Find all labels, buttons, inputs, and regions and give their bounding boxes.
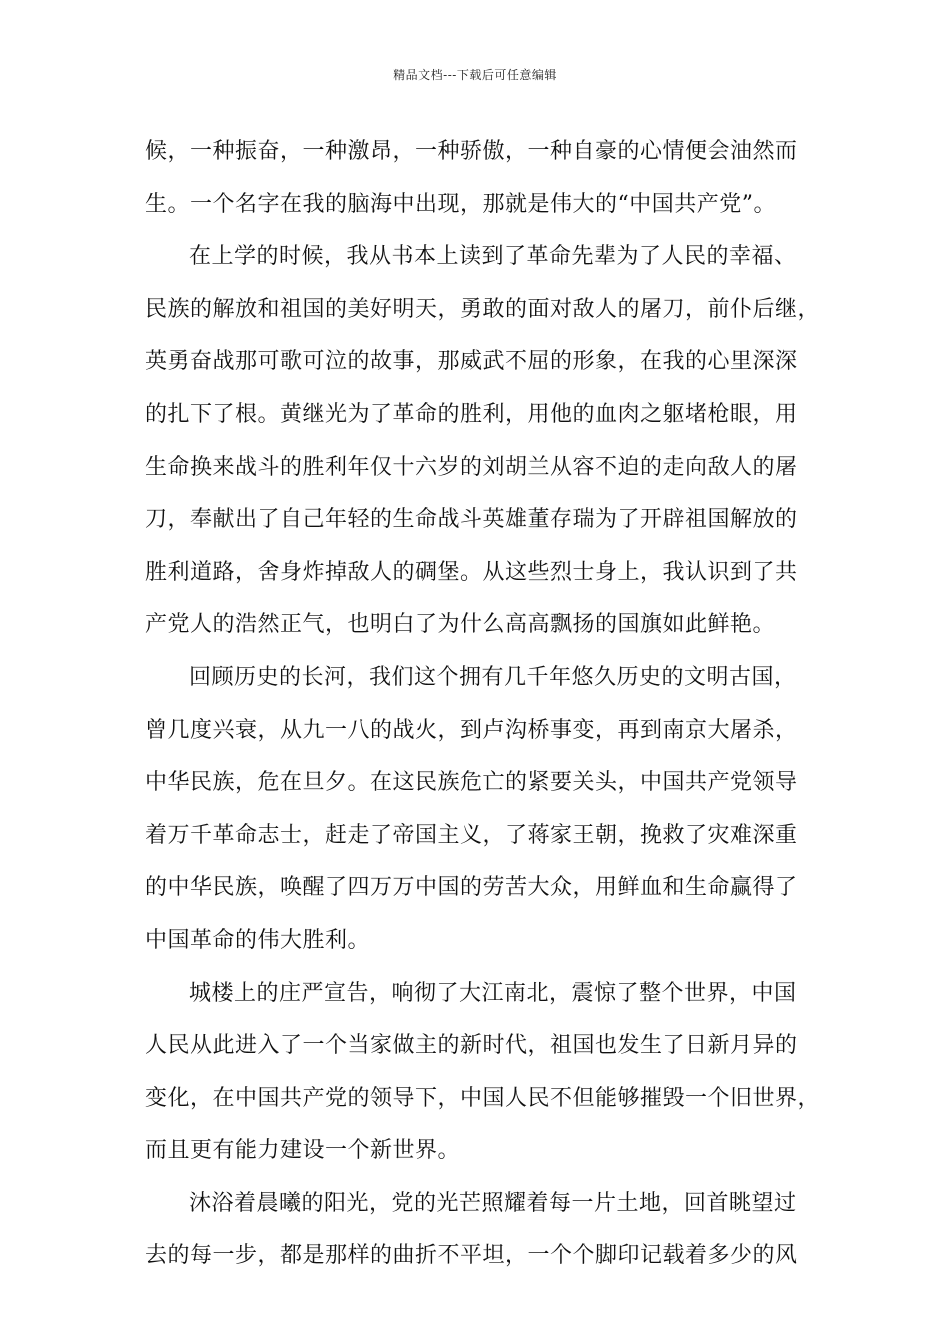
text-line: 着万千革命志士，赶走了帝国主义，了蒋家王朝，挽救了灾难深重 — [145, 822, 798, 848]
document-body — [145, 126, 821, 1283]
text-line: 沐浴着晨曦的阳光，党的光芒照耀着每一片土地，回首眺望过 — [189, 1190, 797, 1216]
text-line: 曾几度兴衰，从九一八的战火，到卢沟桥事变，再到南京大屠杀， — [145, 717, 798, 743]
text-line: 人民从此进入了一个当家做主的新时代，祖国也发生了日新月异的 — [145, 1033, 798, 1059]
text-line: 民族的解放和祖国的美好明天，勇敢的面对敌人的屠刀，前仆后继， — [145, 296, 821, 322]
text-line: 刀，奉献出了自己年轻的生命战斗英雄董存瑞为了开辟祖国解放的 — [145, 507, 798, 533]
text-line: 生。一个名字在我的脑海中出现，那就是伟大的“中国共产党”。 — [145, 191, 776, 217]
text-line: 中华民族，危在旦夕。在这民族危亡的紧要关头，中国共产党领导 — [145, 770, 798, 796]
text-line: 回顾历史的长河，我们这个拥有几千年悠久历史的文明古国， — [189, 664, 797, 690]
text-line: 变化，在中国共产党的领导下，中国人民不但能够摧毁一个旧世界， — [145, 1085, 821, 1111]
text-line: 城楼上的庄严宣告，响彻了大江南北，震惊了整个世界，中国 — [189, 980, 797, 1006]
text-line: 的中华民族，唤醒了四万万中国的劳苦大众，用鲜血和生命赢得了 — [145, 875, 798, 901]
page-header: 精品文档---下载后可任意编辑 — [393, 68, 557, 82]
text-line: 中国革命的伟大胜利。 — [145, 927, 371, 953]
text-line: 胜利道路，舍身炸掉敌人的碉堡。从这些烈士身上，我认识到了共 — [145, 559, 798, 585]
text-line: 的扎下了根。黄继光为了革命的胜利，用他的血肉之躯堵枪眼，用 — [145, 401, 798, 427]
text-line: 生命换来战斗的胜利年仅十六岁的刘胡兰从容不迫的走向敌人的屠 — [145, 454, 798, 480]
text-line: 英勇奋战那可歌可泣的故事，那威武不屈的形象，在我的心里深深 — [145, 349, 798, 375]
text-line: 候，一种振奋，一种激昂，一种骄傲，一种自豪的心情便会油然而 — [145, 139, 798, 164]
text-line: 产党人的浩然正气，也明白了为什么高高飘扬的国旗如此鲜艳。 — [145, 612, 776, 638]
text-line: 在上学的时候，我从书本上读到了革命先辈为了人民的幸福、 — [189, 244, 797, 270]
text-line: 而且更有能力建设一个新世界。 — [145, 1138, 461, 1164]
text-line: 去的每一步，都是那样的曲折不平坦，一个个脚印记载着多少的风 — [145, 1243, 798, 1269]
